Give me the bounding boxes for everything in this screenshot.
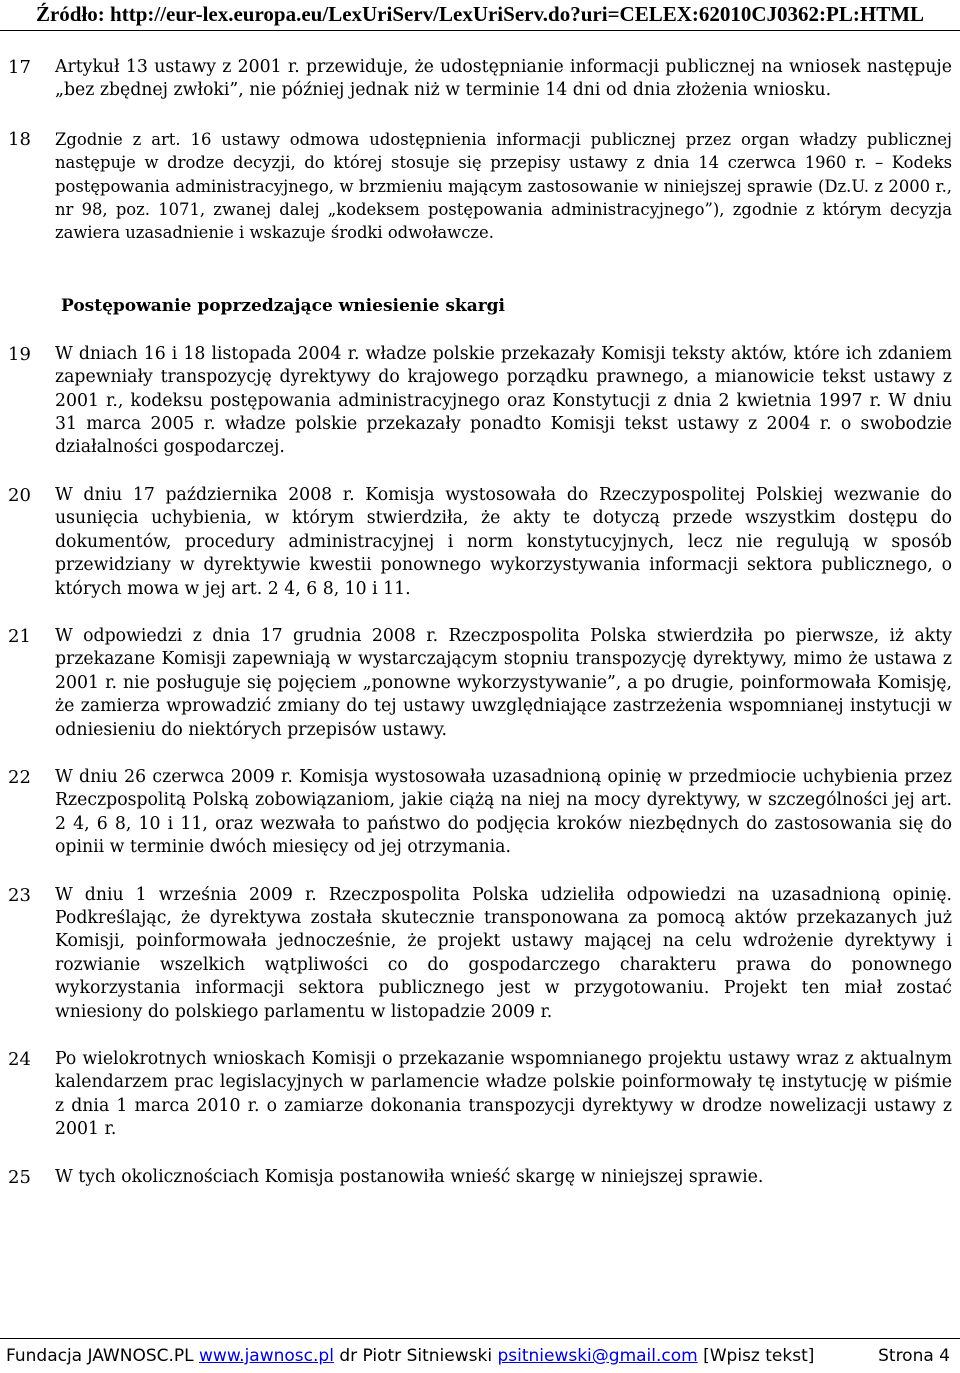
paragraph-text: W dniach 16 i 18 listopada 2004 r. władze polskie przekazały Komisji teksty aktów, które ich zdaniem zapewniały transpozycję dyrektywy do krajowego porządku prawnego, a mianowicie tekst ustawy z 2001 r., kodeksu postępowania administracyjnego oraz Konstytucji z dnia 2 kwietnia 1997 r. W dniu 31 marca 2005 r. władze polskie przekazały ponadto Komisji tekst ustawy z 2004 r. o swobodzie działalności gospodarczej. (55, 343, 952, 458)
paragraph-number: 21 (8, 625, 31, 647)
paragraph-22 (8, 766, 952, 860)
footer-email-link[interactable]: psitniewski@gmail.com (497, 1346, 698, 1366)
source-header: Źródło: http://eur-lex.europa.eu/LexUriServ/LexUriServ.do?uri=CELEX:62010CJ0362:PL:HTML (0, 0, 960, 31)
paragraph-number: 18 (8, 128, 31, 150)
paragraph-24 (8, 1048, 952, 1142)
page-number: Strona 4 (878, 1346, 950, 1366)
paragraph-number: 20 (8, 484, 31, 506)
paragraph-number: 19 (8, 343, 31, 365)
paragraph-18 (8, 128, 952, 245)
paragraph-number: 17 (8, 57, 31, 78)
paragraph-number: 22 (8, 766, 31, 788)
paragraph-23 (8, 884, 952, 1024)
footer-placeholder: [Wpisz tekst] (703, 1346, 815, 1366)
footer-org: Fundacja JAWNOSC.PL (6, 1346, 194, 1366)
paragraph-25 (8, 1166, 952, 1189)
section-heading: Postępowanie poprzedzające wniesienie skargi (61, 295, 506, 316)
paragraph-text: W odpowiedzi z dnia 17 grudnia 2008 r. Rzeczpospolita Polska stwierdziła po pierwsze, iż akty przekazane Komisji zapewniają w wystarczającym stopniu transpozycję dyrektywy, mimo że ustawa z 2001 r. nie posługuje się pojęciem „ponowne wykorzystywanie”, a po drugie, poinformowała Komisję, że zamierza wprowadzić zmiany do tej ustawy uwzględniające zastrzeżenia wspomnianej instytucji w odniesieniu do niektórych przepisów ustawy. (55, 625, 952, 740)
paragraph-text: W dniu 1 września 2009 r. Rzeczpospolita Polska udzieliła odpowiedzi na uzasadnioną opinię. Podkreślając, że dyrektywa została skutecznie transponowana za pomocą aktów przekazanych już Komisji, poinformowała jednocześnie, że projekt ustawy mającej na celu wdrożenie dyrektywy i rozwianie wszelkich wątpliwości co do gospodarczego charakteru prawa do ponownego wykorzystania informacji sektora publicznego jest w przygotowaniu. Projekt ten miał zostać wniesiony do polskiego parlamentu w listopadzie 2009 r. (55, 884, 952, 1022)
paragraph-number: 24 (8, 1049, 31, 1070)
paragraph-text: Zgodnie z art. 16 ustawy odmowa udostępnienia informacji publicznej przez organ władzy publicznej następuje w drodze decyzji, do której stosuje się przepisy ustawy z dnia 14 czerwca 1960 r. – Kodeks postępowania administracyjnego, w brzmieniu mającym zastosowanie w niniejszej sprawie (Dz.U. z 2000 r., nr 98, poz. 1071, zwanej dalej „kodeksem postępowania administracyjnego”), zgodnie z którym decyzja zawiera uzasadnienie i wskazuje środki odwoławcze. (55, 129, 952, 243)
paragraph-19 (8, 343, 952, 460)
paragraph-number: 25 (8, 1166, 31, 1188)
paragraph-number: 23 (8, 884, 31, 906)
paragraph-text: W tych okolicznościach Komisja postanowiła wnieść skargę w niniejszej sprawie. (55, 1166, 764, 1187)
paragraph-text: W dniu 17 października 2008 r. Komisja wystosowała do Rzeczypospolitej Polskiej wezwanie do usunięcia uchybienia, w którym stwierdziła, że akty te dotyczą przede wszystkim dostępu do dokumentów, procedury administracyjnej i norm konstytucyjnych, lecz nie regulują w sposób przewidziany w dyrektywie kwestii ponownego wykorzystywania informacji sektora publicznego, o których mowa w jej art. 2 4, 6 8, 10 i 11. (55, 484, 952, 599)
paragraph-text: Po wielokrotnych wnioskach Komisji o przekazanie wspomnianego projektu ustawy wraz z aktualnym kalendarzem prac legislacyjnych w parlamencie władze polskie poinformowały tę instytucję w piśmie z dnia 1 marca 2010 r. o zamiarze dokonania transpozycji dyrektywy w drodze nowelizacji ustawy z 2001 r. (55, 1049, 952, 1140)
document-body (8, 56, 952, 1189)
paragraph-17 (8, 56, 952, 103)
footer-author: dr Piotr Sitniewski (339, 1346, 493, 1366)
paragraph-20 (8, 484, 952, 601)
paragraph-text: W dniu 26 czerwca 2009 r. Komisja wystosowała uzasadnioną opinię w przedmiocie uchybienia przez Rzeczpospolitą Polską zobowiązaniom, jakie ciążą na niej na mocy dyrektywy, w szczególności jej art. 2 4, 6 8, 10 i 11, oraz wezwała to państwo do podjęcia kroków niezbędnych do zastosowania się do opinii w terminie dwóch miesięcy od jej otrzymania. (55, 766, 952, 858)
paragraph-text: Artykuł 13 ustawy z 2001 r. przewiduje, że udostępnianie informacji publicznej na wniosek następuje „bez zbędnej zwłoki”, nie później jednak niż w terminie 14 dni od dnia złożenia wniosku. (55, 57, 952, 101)
page-footer (0, 1338, 960, 1373)
paragraph-21 (8, 625, 952, 742)
footer-site-link[interactable]: www.jawnosc.pl (199, 1346, 334, 1366)
